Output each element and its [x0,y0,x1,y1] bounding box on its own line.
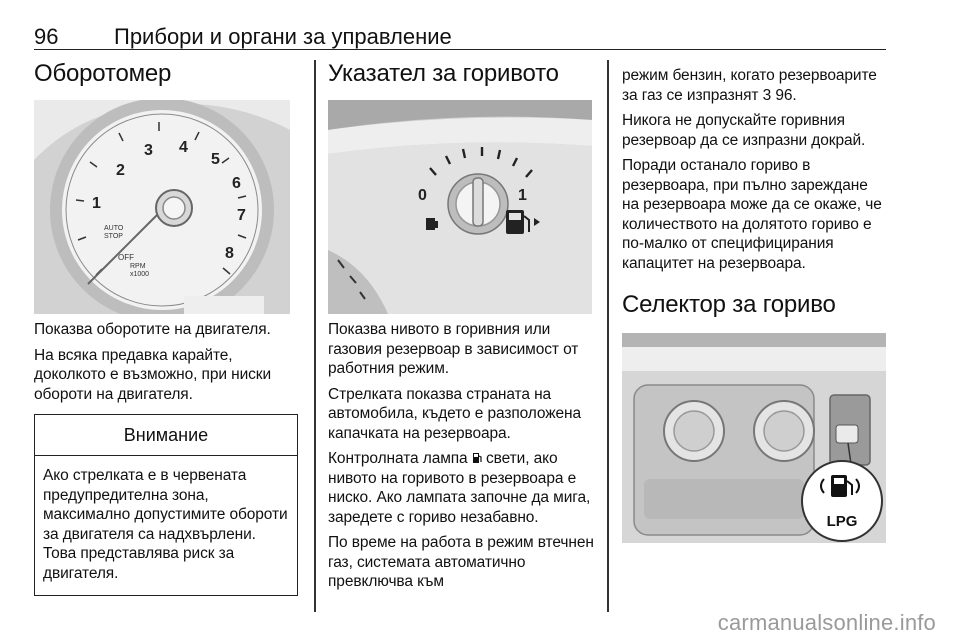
rpm-label: x1000 [130,271,150,278]
section-title-fuel-selector: Селектор за гориво [622,291,836,318]
fuel-gauge-text-4: По време на работа в режим втечнен газ, системата автоматично превключва към [328,534,594,590]
rpm-label: RPM [130,263,146,270]
column-divider [314,60,316,612]
watermark: carmanualsonline.info [717,610,936,635]
gauge-number-3: 3 [144,142,153,159]
gauge-number-4: 4 [179,139,188,156]
fuel-text-1: режим бензин, когато резервоарите за газ се изпразнят 3 96. [622,67,877,104]
fuel-text-3: Поради останало гориво в резервоара, при пълно зареждане на резервоара може да се окаже, че количеството на долятото гориво е по-малко от специфицирания капацитет на резервоара. [622,157,882,272]
fuel-gauge-one: 1 [518,187,527,204]
gauge-number-6: 6 [232,175,241,192]
gauge-number-5: 5 [211,151,220,168]
gauge-number-8: 8 [225,245,234,262]
off-label: OFF [118,253,134,262]
tachometer-text-1: Показва оборотите на двигателя. [34,321,271,338]
tachometer-image [34,100,290,314]
warning-text: Ако стрелката е в червената предупредителна зона, максимално допустимите обороти за двигателя са надхвърлени. Това представлява риск за двигателя. [43,467,288,582]
section-title-fuel-gauge: Указател за горивото [328,60,559,87]
column-fuel-selector [622,60,888,543]
lpg-label: LPG [826,513,858,530]
fuel-selector-image [622,333,886,543]
column-tachometer [34,60,300,596]
gauge-number-1: 1 [92,195,101,212]
fuel-gauge-text-2: Стрелката показва страната на автомобила, където е разположена капачката на резервоара. [328,385,582,442]
page-number: 96 [34,24,59,49]
auto-stop-label: STOP [104,233,123,240]
page-reference: 3 96. [762,86,797,104]
running-title: Прибори и органи за управление [114,24,452,49]
page-header [34,14,886,50]
column-fuel-gauge [328,60,594,592]
warning-title: Внимание [35,415,297,456]
fuel-gauge-text-1: Показва нивото в горивния или газовия резервоар в зависимост от работния режим. [328,321,579,377]
gauge-number-2: 2 [116,162,125,179]
warning-box [34,414,298,596]
fuel-text-2: Никога не допускайте горивния резервоар да се изпразни докрай. [622,112,866,149]
fuel-gauge-zero: 0 [418,187,427,204]
fuel-gauge-text-3: Контролната лампа свети, ако нивото на горивото в резервоара е ниско. Ако лампата започне да мига, заредете с гориво незабавно. [328,450,591,526]
gauge-number-7: 7 [237,207,246,224]
auto-stop-label: AUTO [104,225,124,232]
section-title-tachometer: Оборотомер [34,60,172,87]
tachometer-text-2: На всяка предавка карайте, доколкото е възможно, при ниски обороти на двигателя. [34,346,272,403]
fuel-gauge-image [328,100,592,314]
column-divider [607,60,609,612]
fuel-warning-lamp-icon [472,451,482,465]
